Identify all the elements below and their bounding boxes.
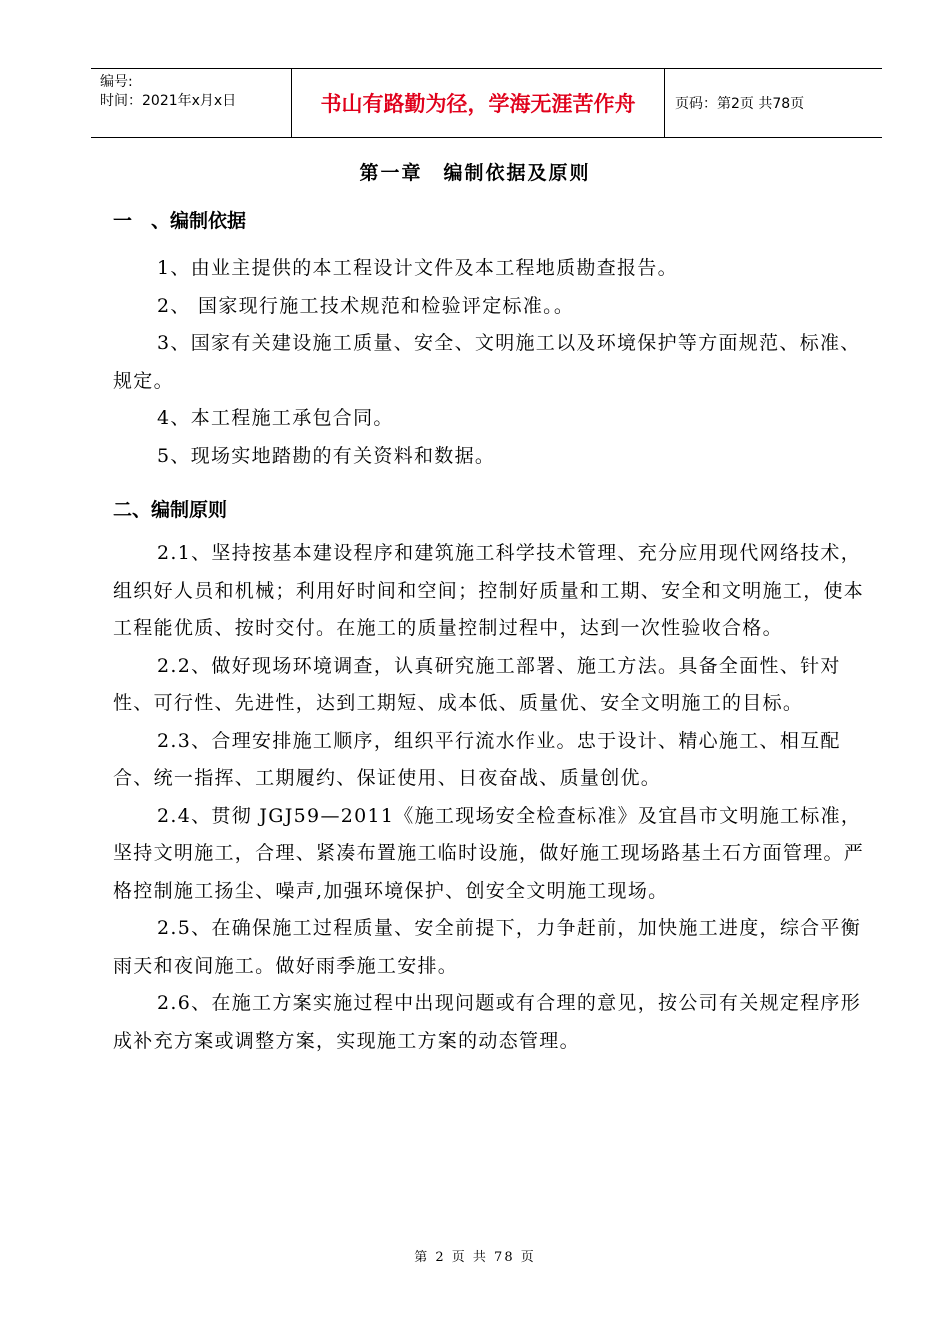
- header-page-info: 页码：第2页 共78页: [675, 96, 805, 112]
- header-meta: [91, 69, 292, 137]
- paragraph: 2.3、合理安排施工顺序，组织平行流水作业。忠于设计、精心施工、相互配合、统一指挥、工期履约、保证使用、日夜奋战、质量创优。: [113, 729, 841, 789]
- paragraph: 2.2、做好现场环境调查，认真研究施工部署、施工方法。具备全面性、针对性、可行性、先进性，达到工期短、成本低、质量优、安全文明施工的目标。: [113, 654, 841, 714]
- paragraph: 2、 国家现行施工技术规范和检验评定标准。。: [157, 294, 575, 317]
- page-footer: 第 2 页 共 78 页: [414, 1250, 536, 1265]
- time-label: 时间：2021年x月x日: [100, 93, 237, 109]
- section-heading-basis: 一 、编制依据: [113, 210, 247, 232]
- header-motto: 书山有路勤为径，学海无涯苦作舟: [292, 69, 665, 137]
- paragraph: 2.4、贯彻 JGJ59—2011《施工现场安全检查标准》及宜昌市文明施工标准，坚持文明施工，合理、紧凑布置施工临时设施，做好施工现场路基土石方面管理。严格控制施工扬尘、噪声,加强环境保护、创安全文明施工现场。: [113, 804, 865, 902]
- paragraph: 1、由业主提供的本工程设计文件及本工程地质勘查报告。: [157, 257, 678, 279]
- header-table: [91, 68, 882, 138]
- section-heading-principles: 二、编制原则: [113, 499, 228, 521]
- paragraph: 5、现场实地踏勘的有关资料和数据。: [157, 444, 496, 467]
- paragraph: 2.1、坚持按基本建设程序和建筑施工科学技术管理、充分应用现代网络技术，组织好人员和机械；利用好时间和空间；控制好质量和工期、安全和文明施工，使本工程能优质、按时交付。在施工的质量控制过程中，达到一次性验收合格。: [113, 542, 865, 639]
- section-basis-body: [113, 250, 873, 475]
- chapter-title: 第一章 编制依据及原则: [359, 162, 591, 184]
- paragraph: 2.5、在确保施工过程质量、安全前提下，力争赶前，加快施工进度，综合平衡雨天和夜间施工。做好雨季施工安排。: [113, 917, 862, 977]
- number-label: 编号:: [100, 74, 133, 90]
- paragraph: 2.6、在施工方案实施过程中出现问题或有合理的意见，按公司有关规定程序形成补充方案或调整方案，实现施工方案的动态管理。: [113, 992, 862, 1052]
- section-principles-body: [113, 535, 873, 1060]
- paragraph: 4、本工程施工承包合同。: [157, 407, 394, 429]
- paragraph: 3、国家有关建设施工质量、安全、文明施工以及环境保护等方面规范、标准、规定。: [113, 332, 861, 392]
